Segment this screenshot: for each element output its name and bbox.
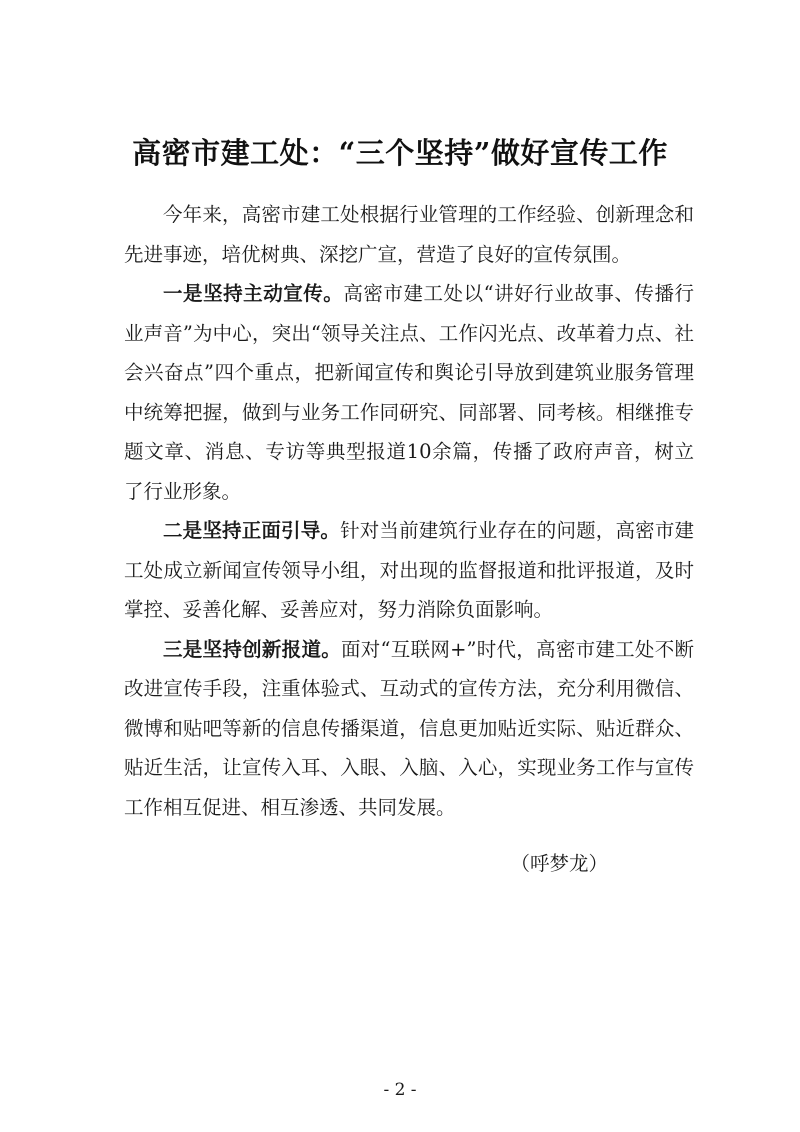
document-title: 高密市建工处：“三个坚持”做好宣传工作 [132,136,668,171]
section-paragraph-2 [124,511,694,630]
section-lead-3: 三是坚持创新报道。 [163,637,341,661]
section-lead-1: 一是坚持主动宣传。 [163,282,344,305]
section-text-2: 针对当前建筑行业存在的问题，高密市建工处成立新闻宣传领导小组，对出现的监督报道和批评报道，及时掌控、妥善化解、妥善应对，努力消除负面影响。 [124,519,694,621]
author-byline: （呼梦龙） [510,852,608,875]
intro-paragraph: 今年来，高密市建工处根据行业管理的工作经验、创新理念和先进事迹，培优树典、深挖广宣，营造了良好的宣传氛围。 [124,203,694,266]
section-lead-2: 二是坚持正面引导。 [163,519,341,542]
page-number: - 2 - [383,1080,417,1100]
section-paragraph-3 [124,630,694,828]
section-text-3: 面对“互联网+”时代，高密市建工处不断改进宣传手段，注重体验式、互动式的宣传方法，充分利用微信、微博和贴吧等新的信息传播渠道，信息更加贴近实际、贴近群众、贴近生活，让宣传入耳、入眼、入脑、入心，实现业务工作与宣传工作相互促进、相互渗透、共同发展。 [124,637,694,819]
document-body [124,195,694,827]
section-text-1: 高密市建工处以“讲好行业故事、传播行业声音”为中心，突出“领导关注点、工作闪光点、改革着力点、社会兴奋点”四个重点，把新闻宣传和舆论引导放到建筑业服务管理中统筹把握，做到与业务工作同研究、同部署、同考核。相继推专题文章、消息、专访等典型报道10余篇，传播了政府声音，树立了行业形象。 [124,282,694,503]
section-paragraph-1 [124,274,694,511]
